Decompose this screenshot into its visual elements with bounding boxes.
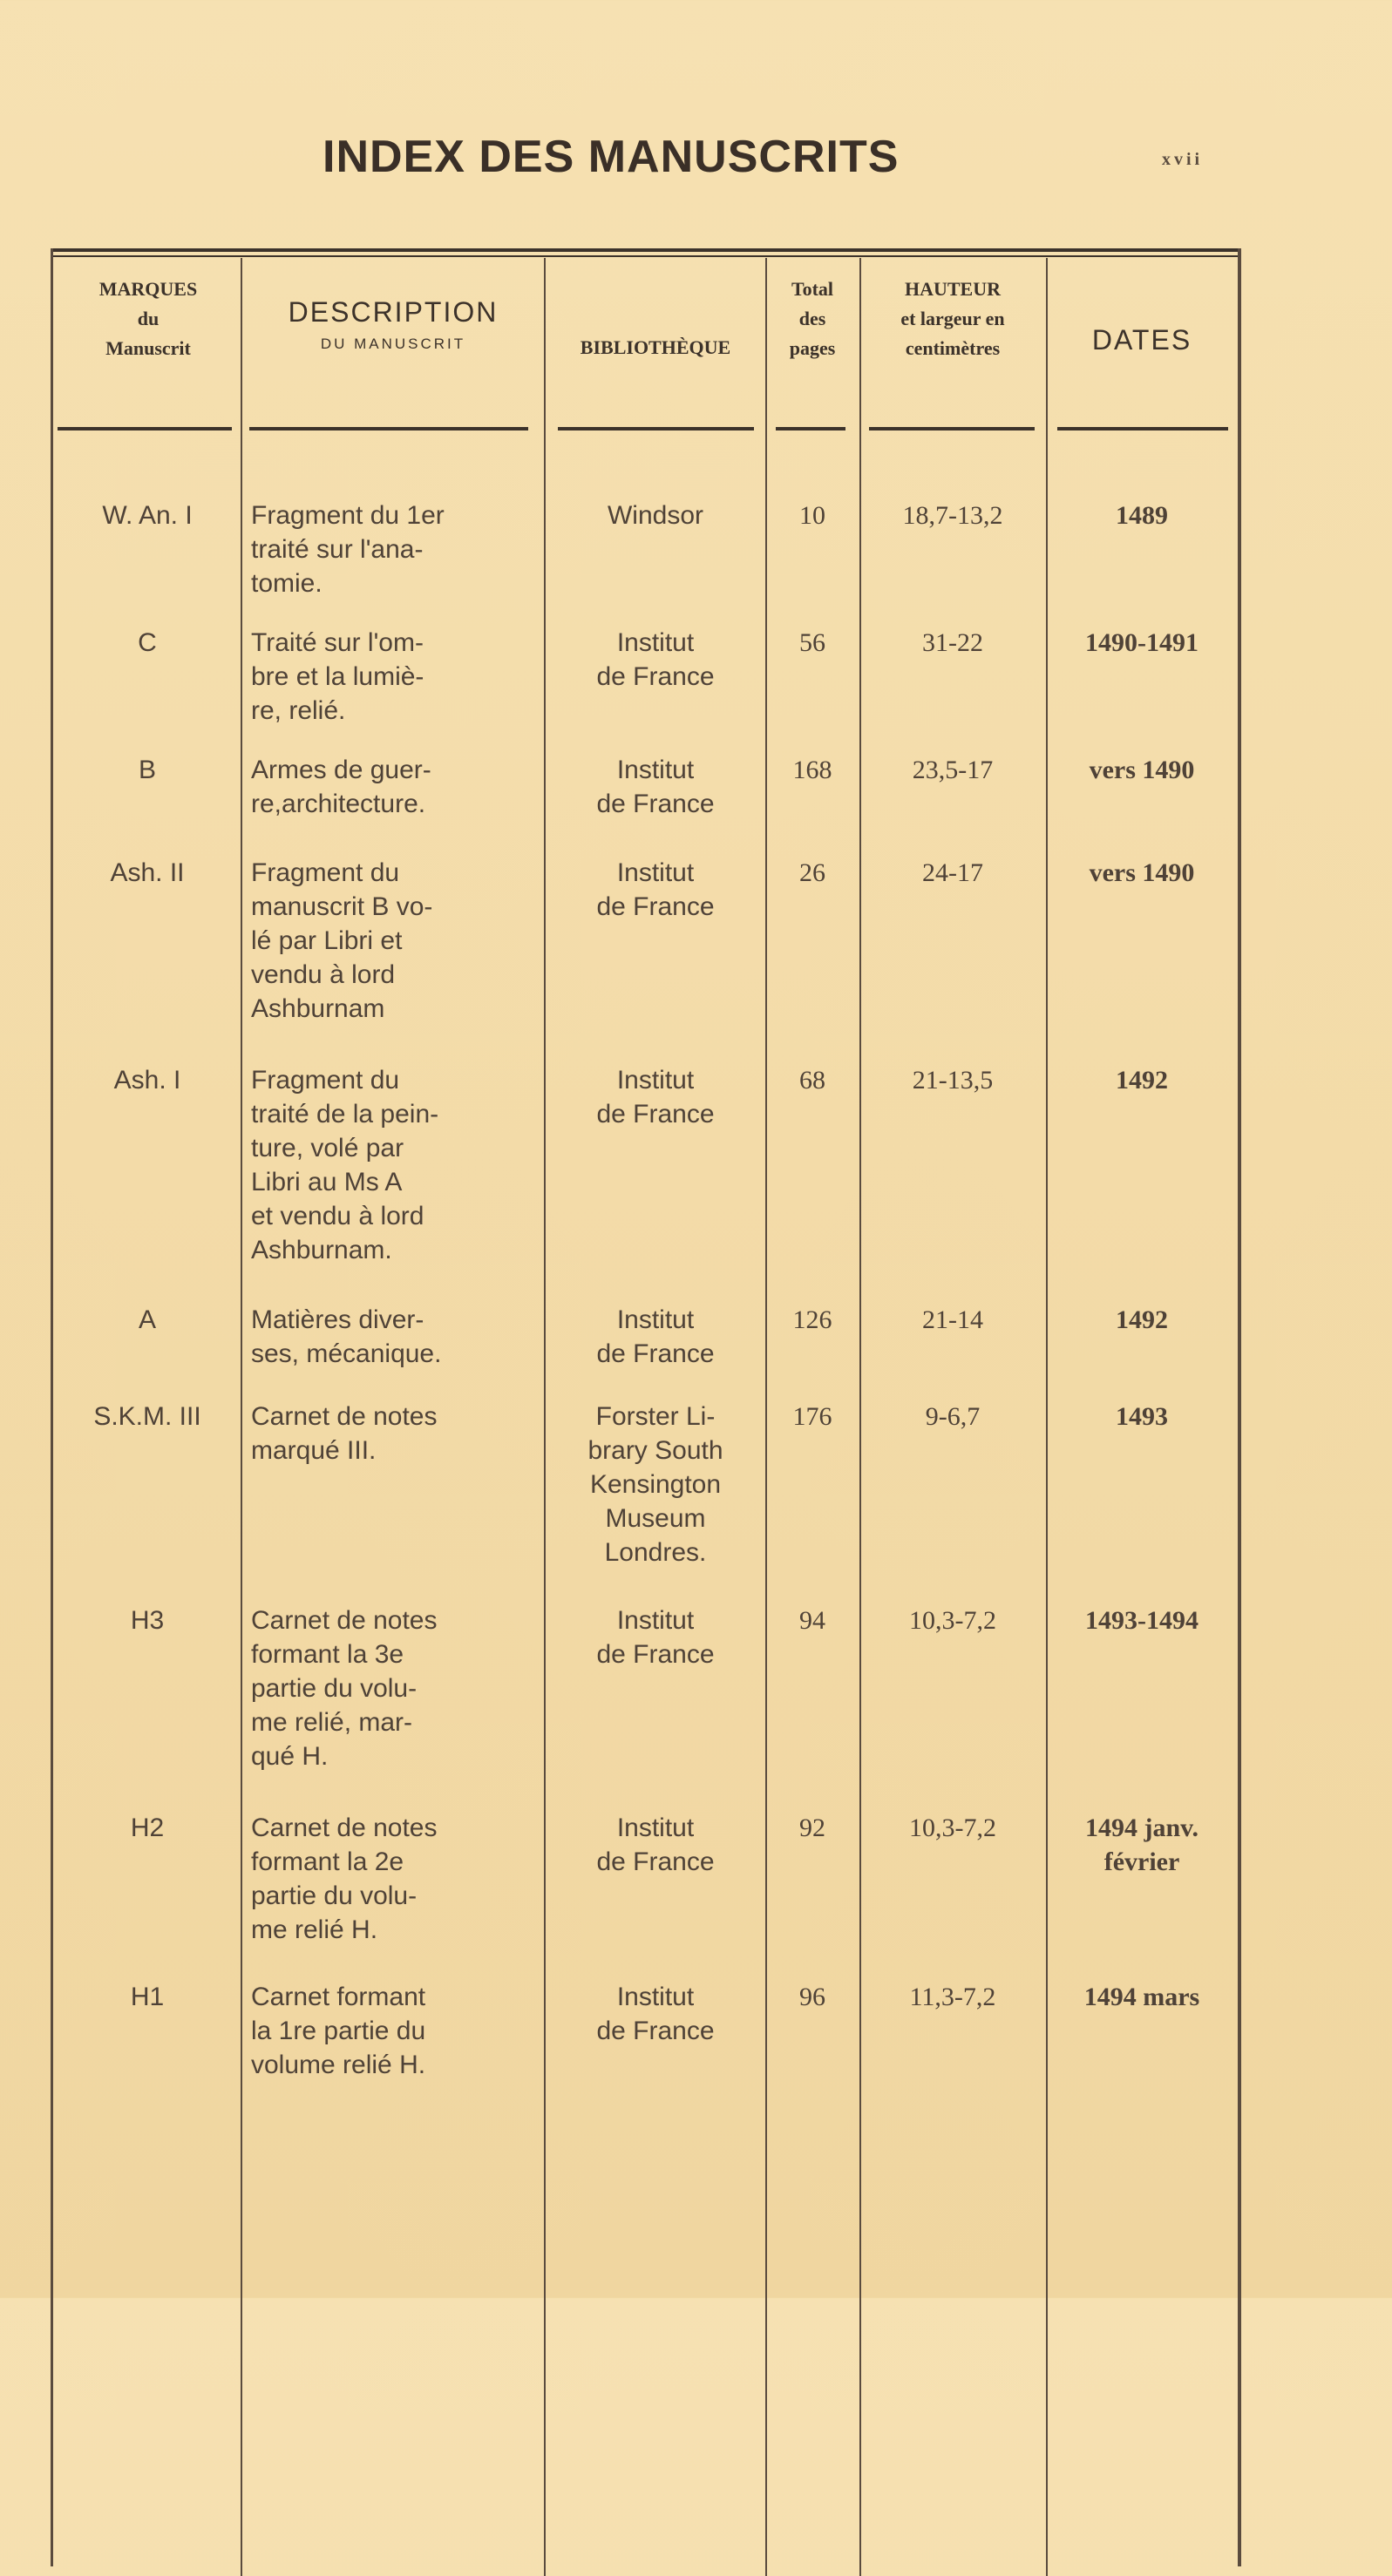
row-mark: Ash. II	[110, 858, 185, 887]
row-description: Matières diver- ses, mécanique.	[251, 1305, 442, 1368]
col-divider-1	[241, 258, 242, 2576]
header-dims-line-1: HAUTEUR	[904, 278, 1001, 300]
row-description: Traité sur l'om- bre et la lumiè- re, relié.	[251, 628, 424, 725]
row-pages: 10	[799, 501, 825, 530]
top-rule-thin	[51, 255, 1241, 257]
header-mark	[58, 275, 239, 363]
header-pages-line-3: pages	[789, 337, 836, 359]
row-description: Carnet formant la 1re partie du volume relié H.	[251, 1983, 426, 2079]
row-date: 1493-1494	[1085, 1606, 1198, 1635]
row-library: Windsor	[607, 501, 704, 530]
row-mark: A	[138, 1305, 156, 1334]
row-description: Carnet de notes formant la 3e partie du volu- me relié, mar- qué H.	[251, 1606, 438, 1771]
page-header	[0, 131, 1392, 183]
row-library: Institut de France	[596, 628, 715, 691]
row-pages: 176	[792, 1402, 832, 1431]
row-description: Fragment du traité de la pein- ture, volé par Libri au Ms A et vendu à lord Ashburnam.	[251, 1066, 439, 1264]
row-library: Institut de France	[596, 1606, 715, 1669]
row-date: 1494 mars	[1083, 1983, 1200, 2011]
col-divider-2	[544, 258, 546, 2576]
row-mark: C	[138, 628, 157, 657]
row-description: Carnet de notes marqué III.	[251, 1402, 438, 1465]
row-library: Institut de France	[596, 1305, 715, 1368]
row-mark: S.K.M. III	[93, 1402, 201, 1431]
right-border	[1238, 248, 1241, 2566]
row-date: 1489	[1116, 501, 1168, 530]
header-pages-line-2: des	[798, 308, 826, 329]
row-pages: 96	[799, 1983, 825, 2011]
row-pages: 94	[799, 1606, 825, 1635]
row-library: Institut de France	[596, 1066, 715, 1129]
header-dims-line-2: et largeur en	[900, 308, 1005, 329]
header-rule-lib	[558, 427, 754, 430]
row-pages: 168	[792, 756, 832, 784]
page-title: INDEX DES MANUSCRITS	[323, 132, 900, 182]
row-pages: 92	[799, 1813, 825, 1842]
row-date: 1494 janv. février	[1084, 1813, 1199, 1876]
row-dimensions: 10,3-7,2	[909, 1813, 996, 1842]
row-library: Institut de France	[596, 1983, 715, 2045]
row-dimensions: 23,5-17	[912, 756, 994, 784]
row-date: 1492	[1116, 1305, 1168, 1334]
row-dimensions: 10,3-7,2	[909, 1606, 996, 1635]
row-library: Institut de France	[596, 858, 715, 921]
top-rule	[51, 248, 1241, 252]
header-mark-line-3: Manuscrit	[105, 337, 191, 359]
row-date: 1490-1491	[1085, 628, 1198, 657]
row-mark: W. An. I	[102, 501, 193, 530]
header-pages	[767, 275, 858, 363]
header-rule-mark	[58, 427, 232, 430]
header-desc-title: DESCRIPTION	[288, 296, 499, 328]
row-mark: H3	[130, 1606, 165, 1635]
row-description: Carnet de notes formant la 2e partie du volu- me relié H.	[251, 1813, 438, 1944]
header-mark-line-1: MARQUES	[98, 278, 198, 300]
header-dims-line-3: centimètres	[905, 337, 1001, 359]
row-dimensions: 31-22	[922, 628, 983, 657]
row-library: Institut de France	[596, 1813, 715, 1876]
header-pages-line-1: Total	[791, 278, 834, 300]
row-pages: 68	[799, 1066, 825, 1095]
header-rule-pages	[776, 427, 845, 430]
header-dates: DATES	[1091, 324, 1192, 356]
row-mark: H2	[130, 1813, 165, 1842]
row-description: Armes de guer- re,architecture.	[251, 756, 431, 818]
row-dimensions: 21-13,5	[912, 1066, 994, 1095]
row-date: vers 1490	[1089, 756, 1195, 784]
row-mark: B	[138, 756, 156, 784]
row-dimensions: 11,3-7,2	[909, 1983, 996, 2011]
row-dimensions: 9-6,7	[925, 1402, 981, 1431]
row-dimensions: 21-14	[922, 1305, 983, 1334]
row-pages: 56	[799, 628, 825, 657]
row-mark: H1	[130, 1983, 165, 2011]
row-dimensions: 18,7-13,2	[902, 501, 1003, 530]
header-mark-line-2: du	[137, 308, 160, 329]
row-pages: 26	[799, 858, 825, 887]
row-mark: Ash. I	[113, 1066, 181, 1095]
row-dimensions: 24-17	[922, 858, 983, 887]
row-pages: 126	[792, 1305, 832, 1334]
header-desc	[244, 296, 542, 353]
row-description: Fragment du 1er traité sur l'ana- tomie.	[251, 501, 445, 598]
header-rule-dates	[1057, 427, 1228, 430]
header-dims	[861, 275, 1044, 363]
header-rule-desc	[249, 427, 528, 430]
row-date: vers 1490	[1089, 858, 1195, 887]
row-date: 1492	[1116, 1066, 1168, 1095]
left-border	[51, 248, 53, 2566]
page-number: xvii	[1162, 150, 1204, 169]
row-description: Fragment du manuscrit B vo- lé par Libri et vendu à lord Ashburnam	[251, 858, 433, 1023]
header-desc-sub: DU MANUSCRIT	[320, 336, 466, 352]
row-library: Forster Li- brary South Kensington Museum Londres.	[587, 1402, 723, 1567]
header-library: BIBLIOTHÈQUE	[580, 336, 731, 358]
row-library: Institut de France	[596, 756, 715, 818]
row-date: 1493	[1116, 1402, 1168, 1431]
header-rule-dims	[869, 427, 1035, 430]
